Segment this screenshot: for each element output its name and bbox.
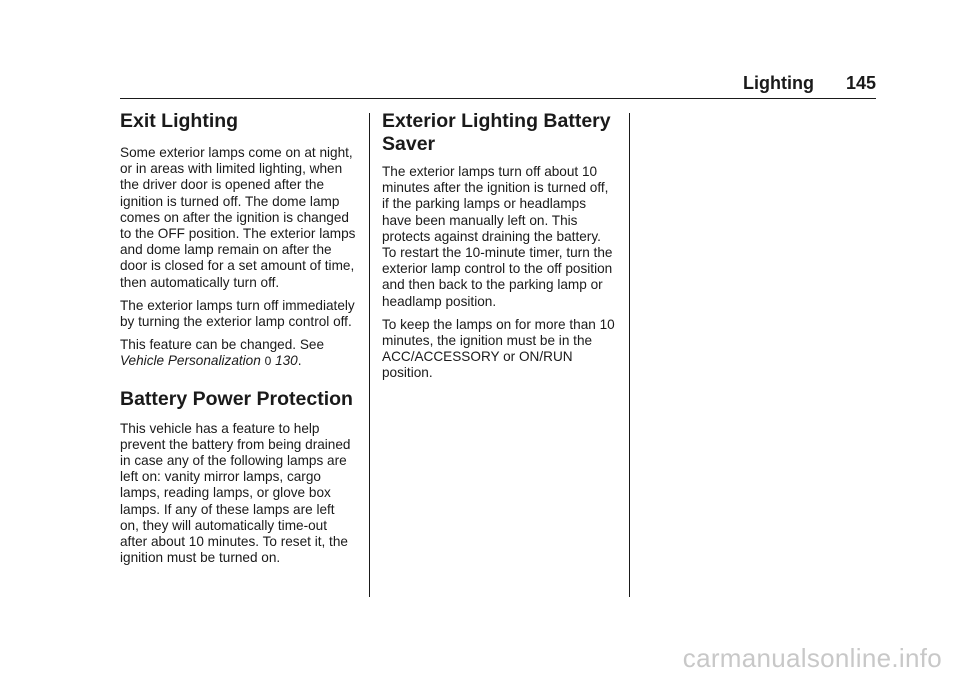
page-reference-arrow-icon: 0 — [264, 354, 272, 369]
exit-lighting-paragraph-3 — [120, 337, 356, 369]
column-divider-left — [369, 113, 370, 597]
battery-saver-paragraph-2: To keep the lamps on for more than 10 minutes, the ignition must be in the ACC/ACCESSORY or ON/RUN position. — [382, 316, 615, 381]
reference-period: . — [297, 353, 302, 369]
exit-lighting-heading: Exit Lighting — [120, 110, 239, 132]
battery-power-protection-paragraph: This vehicle has a feature to help prevent the battery from being drained in case any of the following lamps are left on: vanity mirror lamps, cargo lamps, reading lamps, or glove box lamps. If any of these lamps are left on, they will automatically time-out after about 10 minutes. To reset it, the ignition must be turned on. — [120, 420, 351, 566]
battery-saver-heading: Exterior Lighting Battery Saver — [382, 110, 611, 155]
exit-lighting-paragraph-1: Some exterior lamps come on at night, or in areas with limited lighting, when the driver door is opened after the ignition is turned off. The dome lamp comes on after the ignition is changed to the OFF position. The exterior lamps and dome lamp remain on after the door is closed for a set amount of time, then automatically turn off. — [120, 145, 356, 290]
exit-lighting-paragraph-2: The exterior lamps turn off immediately by turning the exterior lamp control off. — [120, 297, 355, 330]
page-header — [120, 72, 876, 99]
column-divider-right — [629, 113, 630, 597]
page-number: 145 — [845, 73, 876, 93]
watermark: carmanualsonline.info — [682, 643, 942, 673]
left-column — [120, 108, 356, 573]
see-text: This feature can be changed. See — [120, 337, 325, 353]
battery-power-protection-heading: Battery Power Protection — [120, 387, 353, 410]
middle-column — [382, 108, 618, 389]
section-title: Lighting — [743, 73, 814, 93]
battery-saver-paragraph-1: The exterior lamps turn off about 10 minutes after the ignition is turned off, if the parking lamps or headlamps have been manually left on. This protects against draining the battery. To restart the 10-minute timer, turn the exterior lamp control to the off position and then back to the parking lamp or headlamp position. — [382, 164, 613, 309]
vehicle-personalization-link[interactable]: Vehicle Personalization — [120, 353, 261, 369]
page-reference-number[interactable]: 130 — [275, 353, 298, 369]
